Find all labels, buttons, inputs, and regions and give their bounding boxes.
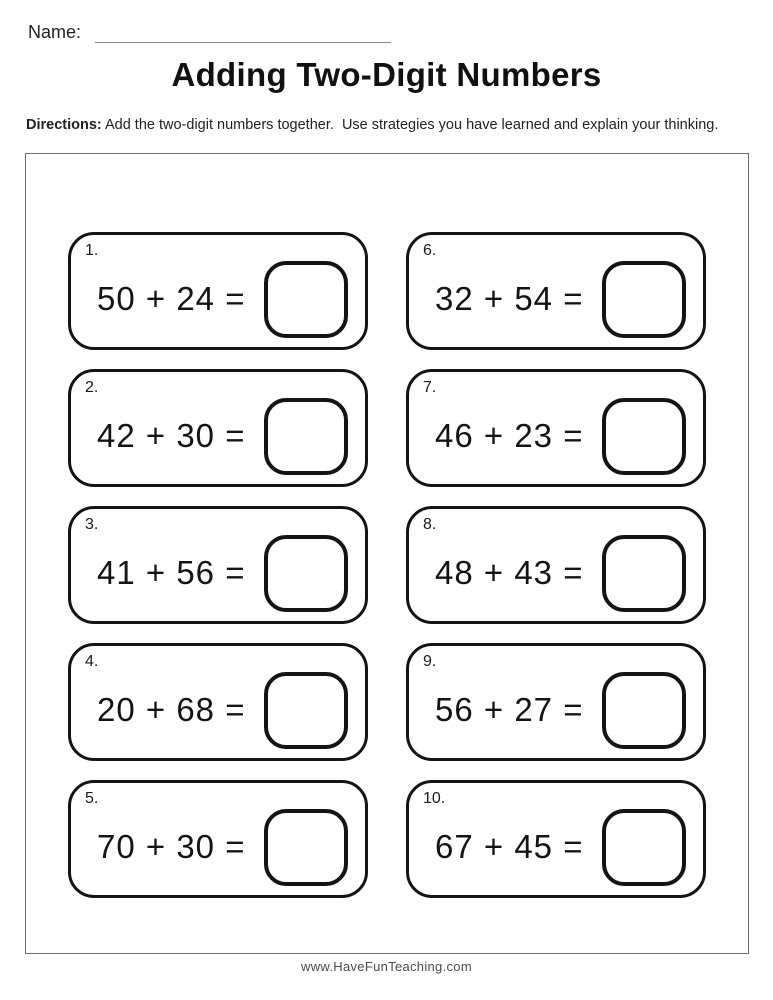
problem-card-3: [68, 506, 368, 624]
problem-expression: 67 + 45 =: [435, 828, 584, 865]
problem-expression: 32 + 54 =: [435, 280, 584, 317]
problem-number: 3.: [85, 516, 99, 533]
problem-expression: 46 + 23 =: [435, 417, 584, 454]
answer-box[interactable]: [602, 809, 686, 886]
problems-column-left: [68, 232, 368, 953]
problem-number: 1.: [85, 242, 99, 259]
problem-card-10: [406, 780, 706, 898]
directions: [0, 117, 773, 133]
answer-box[interactable]: [264, 398, 348, 475]
answer-box[interactable]: [602, 261, 686, 338]
page-title: Adding Two-Digit Numbers: [171, 56, 602, 93]
problem-number: 8.: [423, 516, 437, 533]
answer-box[interactable]: [602, 535, 686, 612]
directions-label: Directions:: [26, 117, 102, 133]
problem-expression: 56 + 27 =: [435, 691, 584, 728]
worksheet-frame: [25, 153, 749, 954]
problem-card-2: [68, 369, 368, 487]
problem-expression: 50 + 24 =: [97, 280, 246, 317]
problem-expression: 41 + 56 =: [97, 554, 246, 591]
footer-url: www.HaveFunTeaching.com: [301, 959, 472, 974]
problem-expression: 42 + 30 =: [97, 417, 246, 454]
problem-card-1: [68, 232, 368, 350]
problem-card-9: [406, 643, 706, 761]
name-row: [0, 0, 773, 43]
problem-expression: 20 + 68 =: [97, 691, 246, 728]
problem-expression: 70 + 30 =: [97, 828, 246, 865]
problem-number: 6.: [423, 242, 437, 259]
answer-box[interactable]: [264, 672, 348, 749]
problem-number: 5.: [85, 790, 99, 807]
name-fill-in-line[interactable]: [95, 23, 391, 43]
problem-number: 7.: [423, 379, 437, 396]
problem-card-5: [68, 780, 368, 898]
answer-box[interactable]: [602, 398, 686, 475]
problem-card-6: [406, 232, 706, 350]
answer-box[interactable]: [264, 261, 348, 338]
problem-card-8: [406, 506, 706, 624]
problems-column-right: [406, 232, 706, 953]
name-label: Name:: [28, 22, 82, 42]
problem-card-4: [68, 643, 368, 761]
answer-box[interactable]: [264, 809, 348, 886]
problem-number: 2.: [85, 379, 99, 396]
answer-box[interactable]: [602, 672, 686, 749]
problem-number: 10.: [423, 790, 446, 807]
problem-number: 9.: [423, 653, 437, 670]
problem-card-7: [406, 369, 706, 487]
answer-box[interactable]: [264, 535, 348, 612]
directions-text: Add the two-digit numbers together. Use strategies you have learned and explain your thinking.: [101, 117, 719, 133]
problem-expression: 48 + 43 =: [435, 554, 584, 591]
problem-number: 4.: [85, 653, 99, 670]
